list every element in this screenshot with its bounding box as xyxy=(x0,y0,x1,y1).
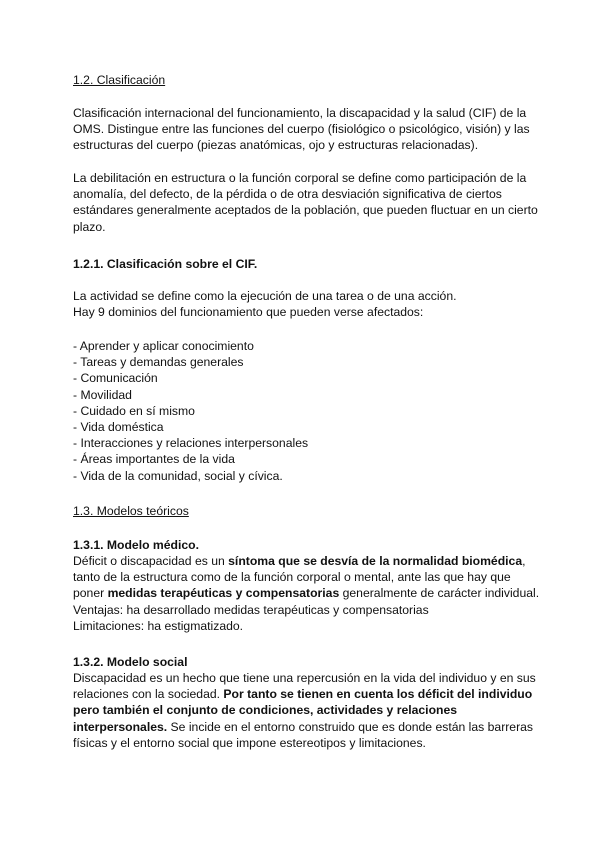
social-model-text-1: Discapacidad es un hecho que tiene una repercusión en la vida del individuo y en sus relaciones con la sociedad. xyxy=(73,671,536,702)
list-item: - Vida doméstica xyxy=(73,420,164,435)
section-1-2-heading: 1.2. Clasificación xyxy=(73,73,166,87)
list-item: - Movilidad xyxy=(73,387,132,402)
section-1-3-heading: 1.3. Modelos teóricos xyxy=(73,504,189,518)
medical-model-limitations: Limitaciones: ha estigmatizado. xyxy=(73,618,244,633)
domains-list xyxy=(73,338,543,484)
social-model-text-2: Se incide en el entorno construido que es donde están las barreras físicas y el entorno social que impone estereotipos y limitaciones. xyxy=(73,719,534,750)
list-item: - Interacciones y relaciones interpersonales xyxy=(73,436,309,451)
list-item: - Tareas y demandas generales xyxy=(73,355,244,370)
list-item: - Aprender y aplicar conocimiento xyxy=(73,339,254,353)
medical-model-text-2: , tanto de la estructura como de la función corporal o mental, ante las que hay que poner xyxy=(73,554,526,601)
section-1-2-paragraph-1: Clasificación internacional del funcionamiento, la discapacidad y la salud (CIF) de la OMS. Distingue entre las funciones del cuerpo (fisiológico o psicológico, visión) y las estructuras del cuerpo (piezas anatómicas, ojo y estructuras relacionadas). xyxy=(73,106,530,153)
social-model-bold-1: Por tanto se tienen en cuenta los déficit del individuo pero también el conjunto de condiciones, actividades y relaciones interpersonales. xyxy=(73,687,533,734)
section-1-2-1-intro xyxy=(73,288,543,320)
medical-model-bold-2: medidas terapéuticas y compensatorias xyxy=(107,586,340,601)
section-1-3-2-heading: 1.3.2. Modelo social xyxy=(73,655,188,669)
medical-model-text-1: Déficit o discapacidad es un xyxy=(73,554,229,568)
section-1-3-1-paragraph xyxy=(73,553,543,634)
section-1-3-1-heading: 1.3.1. Modelo médico. xyxy=(73,538,199,552)
section-1-2-1-heading: 1.2.1. Clasificación sobre el CIF. xyxy=(73,257,258,271)
list-item: - Áreas importantes de la vida xyxy=(73,452,235,467)
list-item: - Cuidado en sí mismo xyxy=(73,403,195,418)
medical-model-bold-1: síntoma que se desvía de la normalidad biomédica xyxy=(228,554,523,568)
list-item: - Comunicación xyxy=(73,371,158,386)
section-1-3-2-paragraph xyxy=(73,670,543,751)
list-item: - Vida de la comunidad, social y cívica. xyxy=(73,468,283,483)
section-1-2-paragraph-2: La debilitación en estructura o la función corporal se define como participación de la anomalía, del defecto, de la pérdida o de otra desviación significativa de ciertos estándares generalmente aceptados de la población, que pueden fluctuar en un cierto plazo. xyxy=(73,171,538,234)
activity-definition-line: La actividad se define como la ejecución de una tarea o de una acción. xyxy=(73,289,457,303)
domains-intro-line: Hay 9 dominios del funcionamiento que pueden verse afectados: xyxy=(73,305,424,320)
medical-model-text-3: generalmente de carácter individual. Ventajas: ha desarrollado medidas terapéuticas y compensatorias xyxy=(73,586,540,617)
